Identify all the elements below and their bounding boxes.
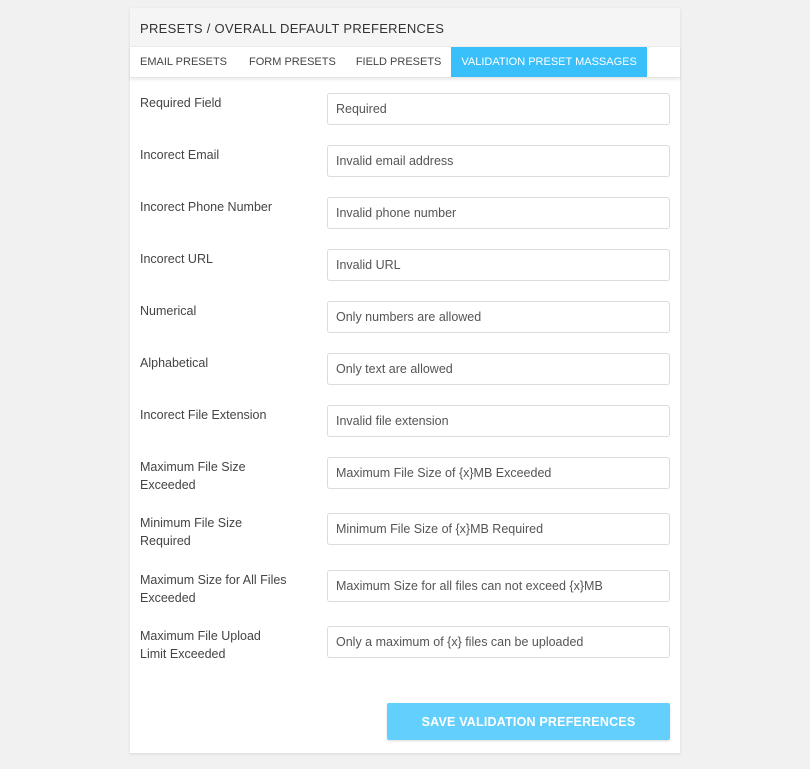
field-label: [140, 198, 305, 216]
field-label-line: Alphabetical: [140, 356, 209, 370]
tab-email-presets[interactable]: [130, 47, 239, 77]
panel-header: [130, 8, 680, 47]
validation-message-input[interactable]: [327, 301, 670, 333]
save-validation-preferences-button[interactable]: SAVE VALIDATION PREFERENCES: [387, 703, 670, 740]
field-label: [140, 406, 305, 424]
panel-title: PRESETS / OVERALL DEFAULT PREFERENCES: [140, 21, 445, 36]
tab-label: EMAIL PRESETS: [140, 56, 228, 68]
field-label: [140, 94, 305, 112]
field-label: [140, 250, 305, 268]
field-label-line: Incorect URL: [140, 252, 213, 266]
validation-message-input[interactable]: [327, 353, 670, 385]
validation-message-input[interactable]: [327, 249, 670, 281]
validation-message-input[interactable]: [327, 405, 670, 437]
field-label-line: Required Field: [140, 96, 222, 110]
tab-label: FORM PRESETS: [249, 56, 336, 68]
validation-message-input[interactable]: [327, 197, 670, 229]
field-label-line: Exceeded: [140, 478, 196, 492]
field-label: [140, 302, 305, 320]
tab-bar: [130, 47, 680, 78]
presets-panel: [130, 8, 680, 753]
field-label-line: Incorect Phone Number: [140, 200, 273, 214]
field-label-line: Numerical: [140, 304, 197, 318]
field-label-line: Maximum File Upload: [140, 629, 261, 643]
field-label-line: Minimum File Size: [140, 516, 243, 530]
field-label-line: Incorect Email: [140, 148, 220, 162]
field-label-line: Limit Exceeded: [140, 647, 226, 661]
tab-label: VALIDATION PRESET MASSAGES: [461, 56, 637, 68]
tab-label: FIELD PRESETS: [355, 56, 442, 68]
validation-message-input[interactable]: [327, 93, 670, 125]
field-label: [140, 627, 305, 663]
tab-field-presets[interactable]: [346, 47, 452, 77]
field-label: [140, 458, 305, 494]
validation-message-input[interactable]: [327, 626, 670, 658]
validation-message-input[interactable]: [327, 145, 670, 177]
field-label: [140, 146, 305, 164]
field-label: [140, 354, 305, 372]
field-label-line: Required: [140, 534, 191, 548]
validation-message-input[interactable]: [327, 457, 670, 489]
tab-validation-preset-messages[interactable]: [451, 47, 646, 77]
field-label-line: Maximum Size for All Files: [140, 573, 287, 587]
field-label-line: Exceeded: [140, 591, 196, 605]
tab-form-presets[interactable]: [239, 47, 346, 77]
field-label: [140, 571, 305, 607]
field-label-line: Maximum File Size: [140, 460, 246, 474]
validation-message-input[interactable]: [327, 513, 670, 545]
field-label: [140, 514, 305, 550]
validation-message-input[interactable]: [327, 570, 670, 602]
field-label-line: Incorect File Extension: [140, 408, 267, 422]
